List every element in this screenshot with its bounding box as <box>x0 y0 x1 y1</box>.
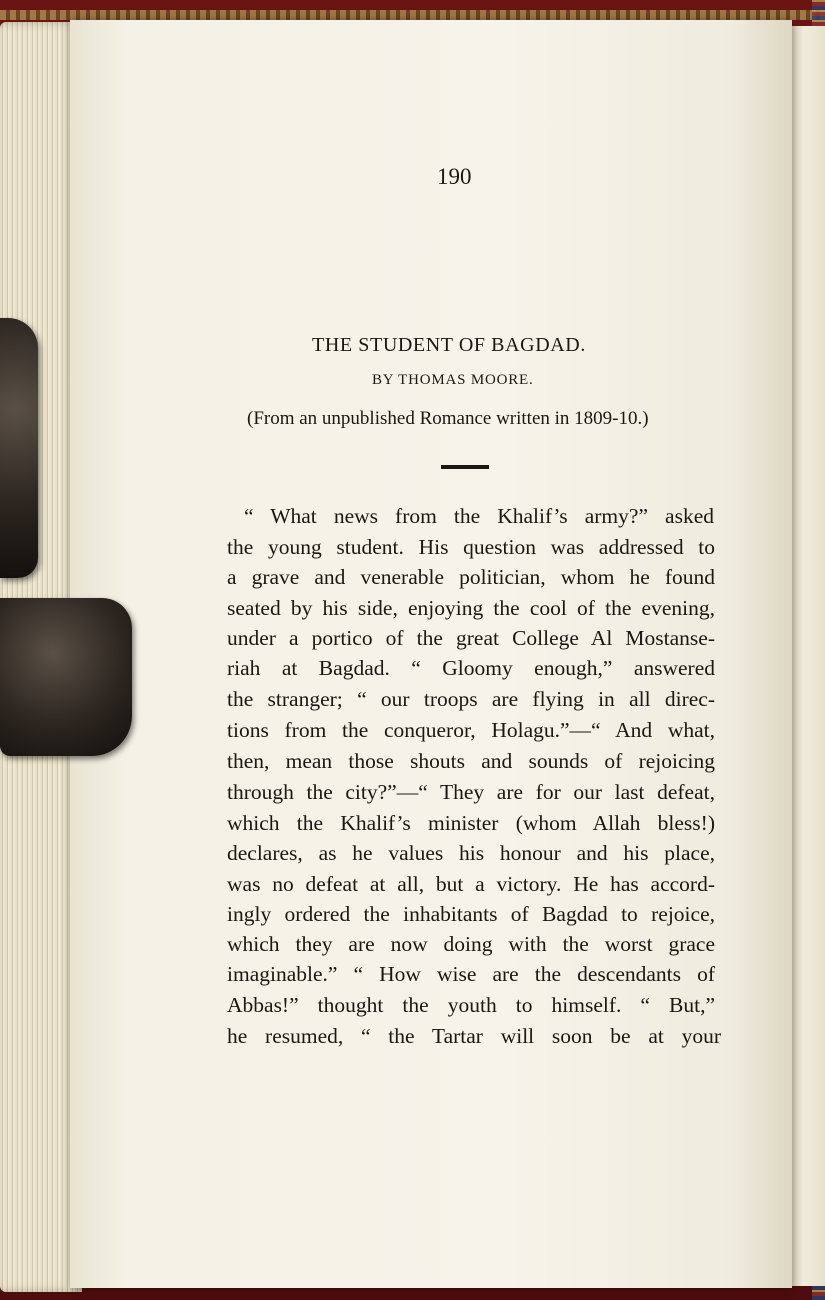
facing-page-edge <box>790 26 825 1286</box>
body-line: the young student. His question was addressed to <box>227 535 715 559</box>
body-line: then, mean those shouts and sounds of rejoicing <box>227 749 715 773</box>
body-line: tions from the conqueror, Holagu.”—“ And what, <box>227 718 715 742</box>
body-line: under a portico of the great College Al Mostanse- <box>227 626 715 650</box>
body-line: “ What news from the Khalif’s army?” asked <box>244 504 714 528</box>
body-line: through the city?”—“ They are for our last defeat, <box>227 780 715 804</box>
body-line: he resumed, “ the Tartar will soon be at your <box>227 1024 721 1048</box>
body-line: seated by his side, enjoying the cool of the evening, <box>227 596 715 620</box>
book-clasp-upper <box>0 318 38 578</box>
body-line: Abbas!” thought the youth to himself. “ But,” <box>227 993 715 1017</box>
section-rule <box>441 465 489 469</box>
body-line: was no defeat at all, but a victory. He has accord- <box>227 872 715 896</box>
gilt-edge-decoration <box>0 10 825 20</box>
body-line: which they are now doing with the worst grace <box>227 932 715 956</box>
source-note: (From an unpublished Romance written in 1809-10.) <box>247 408 649 429</box>
book-clasp-lower <box>0 598 132 756</box>
body-line: declares, as he values his honour and his place, <box>227 841 715 865</box>
body-line: riah at Bagdad. “ Gloomy enough,” answered <box>227 656 715 680</box>
book-page <box>70 20 792 1288</box>
body-line: ingly ordered the inhabitants of Bagdad to rejoice, <box>227 902 715 926</box>
chapter-title: THE STUDENT OF BAGDAD. <box>312 334 586 356</box>
body-line: which the Khalif’s minister (whom Allah bless!) <box>227 811 715 835</box>
body-line: a grave and venerable politician, whom he found <box>227 565 715 589</box>
body-line: imaginable.” “ How wise are the descendants of <box>227 962 715 986</box>
page-number: 190 <box>437 164 472 189</box>
author-byline: BY THOMAS MOORE. <box>372 372 534 388</box>
body-line: the stranger; “ our troops are flying in all direc- <box>227 687 715 711</box>
